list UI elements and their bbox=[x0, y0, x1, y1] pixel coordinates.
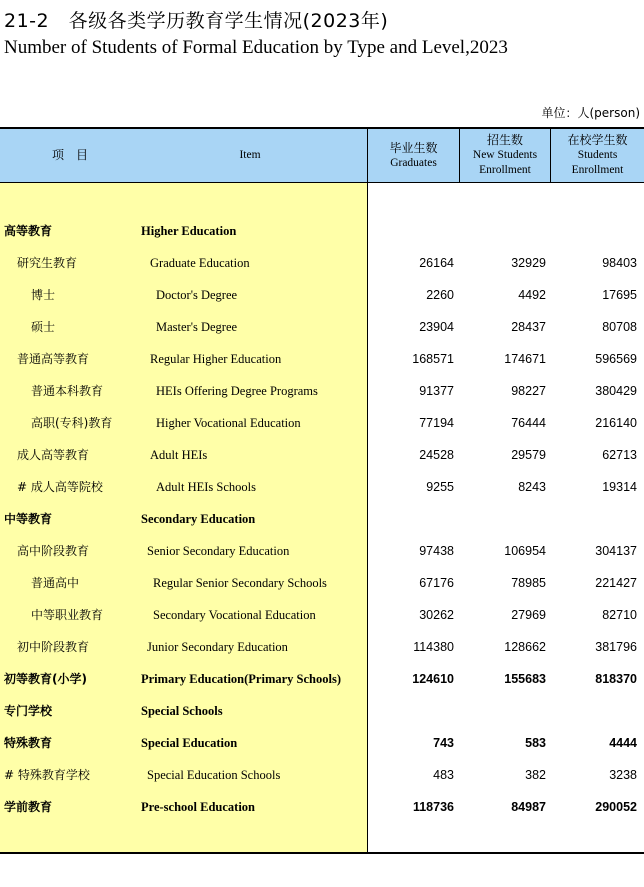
row-label-en: Adult HEIs Schools bbox=[156, 480, 256, 494]
graduates-value: 91377 bbox=[419, 384, 454, 398]
table-row bbox=[0, 503, 644, 535]
row-label-cn: 高等教育 bbox=[4, 224, 53, 238]
row-label-cn: 初中阶段教育 bbox=[17, 640, 90, 654]
row-label-en: Master's Degree bbox=[156, 320, 238, 334]
new-students-value: 382 bbox=[525, 768, 546, 782]
new-students-value: 76444 bbox=[511, 416, 546, 430]
table-row bbox=[0, 439, 644, 471]
new-students-value: 27969 bbox=[511, 608, 546, 622]
row-label-cn: 学前教育 bbox=[4, 800, 53, 814]
enrollment-value: 221427 bbox=[595, 576, 637, 590]
new-students-value: 32929 bbox=[511, 256, 546, 270]
enrollment-value: 381796 bbox=[595, 640, 637, 654]
new-students-value: 28437 bbox=[511, 320, 546, 334]
header-enrollment bbox=[551, 129, 644, 182]
graduates-value: 124610 bbox=[412, 672, 454, 686]
table-row bbox=[0, 791, 644, 823]
new-students-value: 98227 bbox=[511, 384, 546, 398]
graduates-value: 97438 bbox=[419, 544, 454, 558]
header-graduates-cn: 毕业生数 bbox=[389, 140, 438, 155]
header-new-students bbox=[460, 129, 550, 182]
row-label-en: Special Education bbox=[141, 736, 238, 750]
table-row bbox=[0, 375, 644, 407]
enrollment-value: 19314 bbox=[602, 480, 637, 494]
row-label-cn: 高职(专科)教育 bbox=[31, 416, 113, 430]
header-graduates bbox=[368, 129, 459, 182]
header-item-en-label: Item bbox=[239, 149, 261, 161]
row-label-cn: 高中阶段教育 bbox=[17, 544, 90, 558]
graduates-value: 168571 bbox=[412, 352, 454, 366]
row-label-en: Graduate Education bbox=[150, 256, 250, 270]
new-students-value: 583 bbox=[525, 736, 546, 750]
table-row bbox=[0, 215, 644, 247]
table-row bbox=[0, 247, 644, 279]
table-bottom-rule bbox=[0, 852, 644, 854]
graduates-value: 24528 bbox=[419, 448, 454, 462]
new-students-value: 155683 bbox=[504, 672, 546, 686]
enrollment-value: 216140 bbox=[595, 416, 637, 430]
enrollment-value: 304137 bbox=[595, 544, 637, 558]
graduates-value: 2260 bbox=[426, 288, 454, 302]
row-label-en: Secondary Education bbox=[141, 512, 256, 526]
row-label-en: Regular Higher Education bbox=[150, 352, 282, 366]
row-label-en: Special Schools bbox=[141, 704, 223, 718]
data-table bbox=[0, 127, 644, 854]
row-label-cn: 初等教育(小学) bbox=[4, 672, 87, 686]
graduates-value: 114380 bbox=[413, 640, 454, 654]
row-label-en: Junior Secondary Education bbox=[147, 640, 288, 654]
enrollment-value: 290052 bbox=[595, 800, 637, 814]
row-label-cn: 专门学校 bbox=[4, 704, 53, 718]
header-new-en1: New Students bbox=[472, 149, 538, 161]
enrollment-value: 62713 bbox=[602, 448, 637, 462]
graduates-value: 9255 bbox=[426, 480, 454, 494]
new-students-value: 106954 bbox=[504, 544, 546, 558]
header-enroll-en2: Enrollment bbox=[571, 164, 624, 176]
row-label-cn: 普通高等教育 bbox=[17, 352, 90, 366]
row-label-cn: 中等职业教育 bbox=[31, 608, 104, 622]
header-item-cn-label: 项 目 bbox=[51, 148, 88, 162]
header-rule bbox=[0, 182, 644, 183]
table-row bbox=[0, 695, 644, 727]
page-title-en: Number of Students of Formal Education by Type and Level,2023 bbox=[4, 37, 508, 58]
row-label-cn: 特殊教育 bbox=[4, 736, 53, 750]
table-row bbox=[0, 407, 644, 439]
graduates-value: 67176 bbox=[419, 576, 454, 590]
graduates-value: 23904 bbox=[419, 320, 454, 334]
graduates-value: 30262 bbox=[419, 608, 454, 622]
enrollment-value: 818370 bbox=[595, 672, 637, 686]
row-label-cn: 普通本科教育 bbox=[31, 384, 104, 398]
row-label-cn: 硕士 bbox=[31, 320, 56, 334]
graduates-value: 77194 bbox=[419, 416, 454, 430]
table-row bbox=[0, 663, 644, 695]
new-students-value: 78985 bbox=[511, 576, 546, 590]
enrollment-value: 17695 bbox=[602, 288, 637, 302]
graduates-value: 118736 bbox=[412, 800, 454, 814]
header-enroll-en1: Students bbox=[577, 149, 618, 161]
row-label-en: Special Education Schools bbox=[147, 768, 281, 782]
row-label-en: Higher Education bbox=[141, 224, 237, 238]
enrollment-value: 380429 bbox=[595, 384, 637, 398]
row-label-cn: 普通高中 bbox=[31, 576, 80, 590]
table-row bbox=[0, 599, 644, 631]
new-students-value: 8243 bbox=[518, 480, 546, 494]
enrollment-value: 596569 bbox=[595, 352, 637, 366]
header-new-cn: 招生数 bbox=[486, 133, 523, 147]
row-label-cn: # 成人高等院校 bbox=[17, 480, 103, 494]
header-new-en2: Enrollment bbox=[479, 164, 531, 176]
row-label-en: Pre-school Education bbox=[141, 800, 256, 814]
table-row bbox=[0, 343, 644, 375]
table-row bbox=[0, 471, 644, 503]
header-graduates-en: Graduates bbox=[390, 156, 437, 169]
enrollment-value: 98403 bbox=[602, 256, 637, 270]
row-label-cn: 博士 bbox=[31, 288, 56, 302]
new-students-value: 4492 bbox=[518, 288, 546, 302]
new-students-value: 128662 bbox=[504, 640, 546, 654]
header-enroll-cn: 在校学生数 bbox=[567, 133, 628, 147]
table-row bbox=[0, 567, 644, 599]
row-label-en: Regular Senior Secondary Schools bbox=[153, 576, 327, 590]
enrollment-value: 4444 bbox=[609, 736, 637, 750]
row-label-en: Senior Secondary Education bbox=[147, 544, 290, 558]
graduates-value: 26164 bbox=[419, 256, 454, 270]
row-label-en: Doctor's Degree bbox=[156, 288, 238, 302]
unit-label: 单位：人(person) bbox=[541, 106, 640, 120]
table-row bbox=[0, 631, 644, 663]
table-row bbox=[0, 759, 644, 791]
table-row bbox=[0, 535, 644, 567]
row-label-en: Primary Education(Primary Schools) bbox=[141, 672, 341, 686]
new-students-value: 84987 bbox=[511, 800, 546, 814]
row-label-cn: 研究生教育 bbox=[17, 256, 78, 270]
enrollment-value: 80708 bbox=[602, 320, 637, 334]
graduates-value: 483 bbox=[433, 768, 454, 782]
header-item-cn bbox=[20, 129, 120, 182]
enrollment-value: 3238 bbox=[609, 768, 637, 782]
row-label-cn: # 特殊教育学校 bbox=[4, 768, 90, 782]
graduates-value: 743 bbox=[433, 736, 454, 750]
new-students-value: 29579 bbox=[511, 448, 546, 462]
table-row bbox=[0, 311, 644, 343]
row-label-cn: 成人高等教育 bbox=[17, 448, 90, 462]
header-item-en bbox=[200, 129, 300, 182]
row-label-en: Adult HEIs bbox=[150, 448, 208, 462]
new-students-value: 174671 bbox=[504, 352, 546, 366]
table-row bbox=[0, 279, 644, 311]
row-label-en: Secondary Vocational Education bbox=[153, 608, 316, 622]
row-label-cn: 中等教育 bbox=[4, 512, 53, 526]
enrollment-value: 82710 bbox=[602, 608, 637, 622]
table-row bbox=[0, 727, 644, 759]
row-label-en: HEIs Offering Degree Programs bbox=[156, 384, 318, 398]
page-title-cn: 21-2 各级各类学历教育学生情况(2023年) bbox=[4, 10, 389, 32]
row-label-en: Higher Vocational Education bbox=[156, 416, 301, 430]
